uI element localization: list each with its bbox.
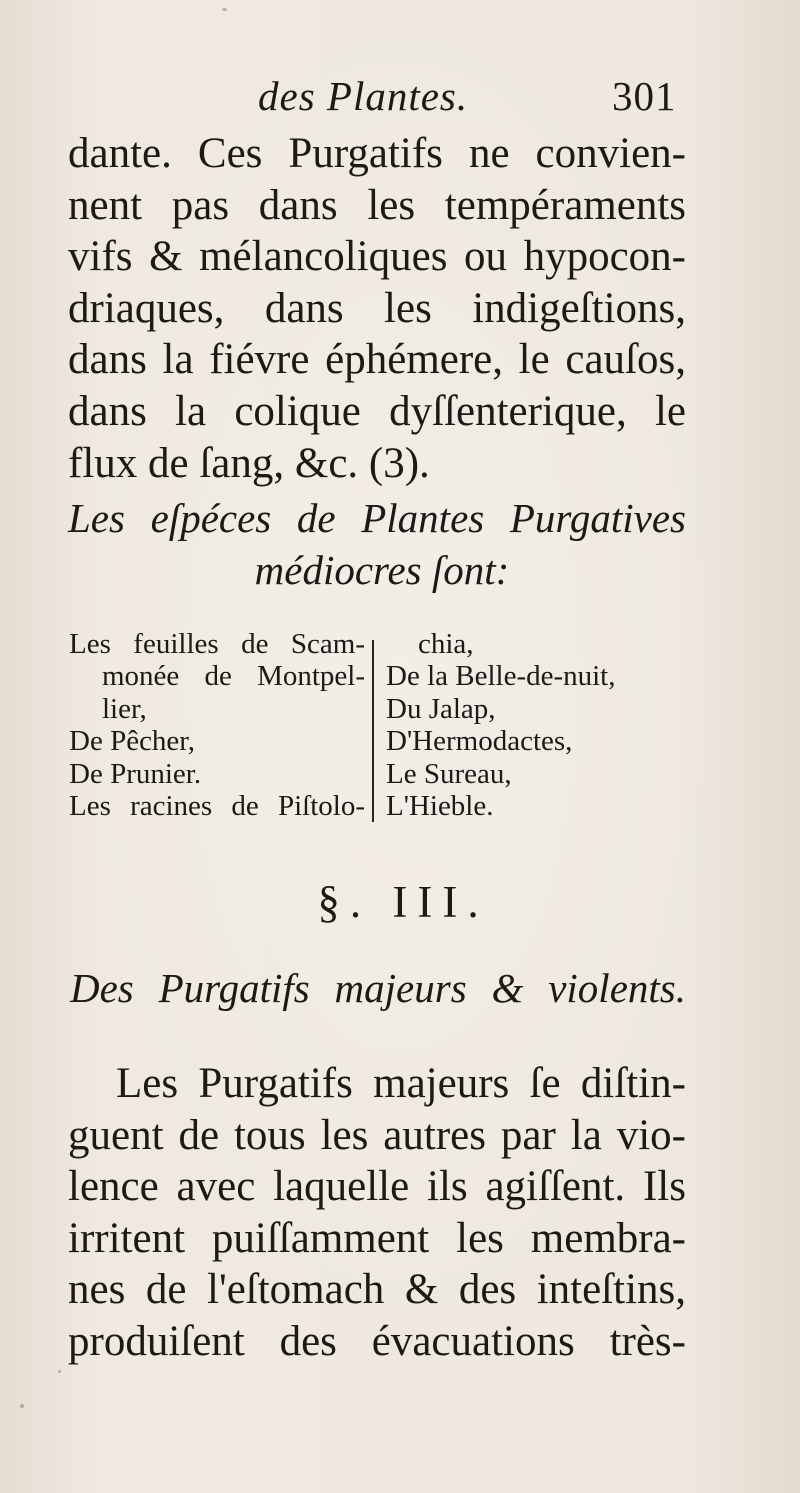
list-item: De la Belle-de-nuit, xyxy=(386,660,616,693)
text-line: lence avec laquelle ils agiſſent. Ils xyxy=(68,1163,686,1211)
list-item: Du Jalap, xyxy=(386,692,496,725)
list-item: De Pêcher, xyxy=(69,725,196,758)
text-line: guent de tous les autres par la vio- xyxy=(68,1111,686,1159)
text-line: dans la colique dyſſenterique, le xyxy=(68,387,686,435)
section-heading: Des Purgatifs majeurs & violents. xyxy=(70,965,686,1011)
list-item: monée de Montpel- xyxy=(102,660,365,693)
paragraph-1 xyxy=(68,128,686,489)
text-line: driaques, dans les indigeſtions, xyxy=(68,284,686,332)
text-line: vifs & mélancoliques ou hypocon- xyxy=(68,233,686,281)
species-heading xyxy=(68,492,686,596)
column-divider-rule xyxy=(372,640,374,822)
scan-speck xyxy=(20,1404,24,1408)
paragraph-2 xyxy=(68,1058,686,1368)
text-line: dante. Ces Purgatifs ne convien- xyxy=(68,130,686,177)
list-item: Le Sureau, xyxy=(386,757,512,790)
text-line: Les Purgatifs majeurs ſe diſtin- xyxy=(116,1060,686,1107)
list-item: L'Hieble. xyxy=(386,789,494,822)
list-item: Les feuilles de Scam- xyxy=(69,628,365,660)
running-title: des Plantes. xyxy=(258,73,469,119)
text-line: nes de l'eſtomach & des inteſtins, xyxy=(68,1266,686,1314)
list-item: lier, xyxy=(102,692,147,725)
text-line: produiſent des évacuations très- xyxy=(68,1317,686,1365)
scan-speck xyxy=(222,8,227,11)
section-number: §. III. xyxy=(317,877,489,927)
species-heading-line-2: médiocres ſont: xyxy=(254,547,510,593)
list-item: De Prunier. xyxy=(69,757,202,790)
species-list-right-column xyxy=(386,628,686,822)
species-list-left-column xyxy=(69,628,365,822)
text-line: flux de ſang, &c. (3). xyxy=(68,439,430,487)
page-number: 301 xyxy=(612,73,677,119)
text-line: nent pas dans les tempéraments xyxy=(68,181,686,229)
species-heading-line-1: Les eſpéces de Plantes Purgatives xyxy=(68,495,686,541)
text-line: irritent puiſſamment les membra- xyxy=(68,1214,686,1262)
scan-speck xyxy=(58,1370,61,1373)
running-head xyxy=(0,72,800,132)
list-item: Les racines de Piſtolo- xyxy=(69,789,365,822)
list-item: D'Hermodactes, xyxy=(386,725,573,758)
species-list xyxy=(0,628,800,828)
list-item: chia, xyxy=(418,628,474,660)
text-line: dans la fiévre éphémere, le cauſos, xyxy=(68,336,686,384)
